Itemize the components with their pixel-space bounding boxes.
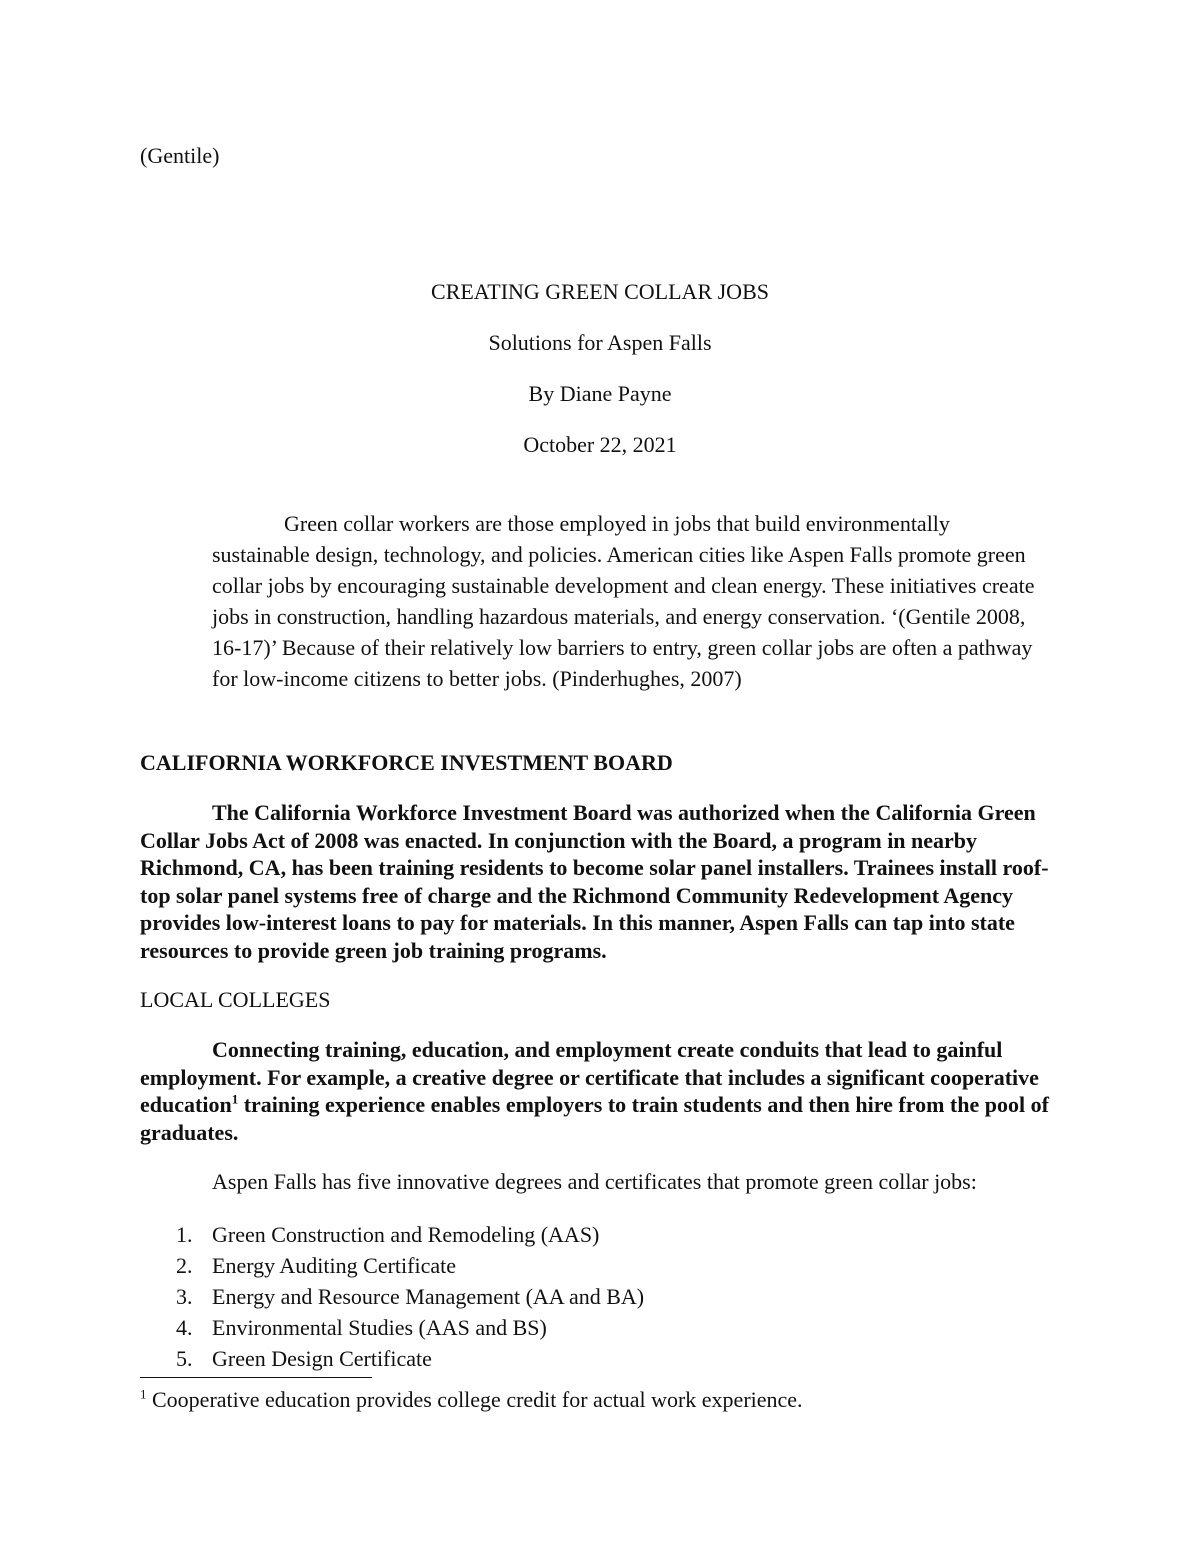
list-number: 5. — [176, 1346, 193, 1371]
section-paragraph-local-colleges — [140, 1036, 1065, 1146]
header-citation: (Gentile) — [140, 143, 220, 168]
list-item — [176, 1283, 644, 1314]
list-number: 1. — [176, 1222, 193, 1247]
section-heading-local-colleges: LOCAL COLLEGES — [140, 987, 331, 1012]
list-item — [176, 1252, 644, 1283]
document-subtitle: Solutions for Aspen Falls — [488, 330, 712, 355]
degree-list — [176, 1221, 644, 1376]
list-item — [176, 1221, 644, 1252]
degrees-intro: Aspen Falls has five innovative degrees and certificates that promote green collar jobs: — [212, 1169, 977, 1194]
document-date: October 22, 2021 — [523, 432, 677, 457]
footnote-text: Cooperative education provides college credit for actual work experience. — [146, 1387, 803, 1412]
list-item-text: Energy Auditing Certificate — [212, 1253, 456, 1278]
footnote — [140, 1387, 803, 1413]
list-number: 4. — [176, 1315, 193, 1340]
footnote-reference[interactable]: 1 — [231, 1091, 239, 1107]
list-item — [176, 1345, 644, 1376]
list-number: 2. — [176, 1253, 193, 1278]
document-author: By Diane Payne — [528, 381, 672, 406]
paragraph-text-before-ref: Connecting training, education, and employment create conduits that lead to gainful employment. For example, a creative degree or certificate that includes a significant cooperative education — [140, 1037, 1039, 1117]
list-number: 3. — [176, 1284, 193, 1309]
document-title: CREATING GREEN COLLAR JOBS — [431, 279, 769, 304]
list-item-text: Green Construction and Remodeling (AAS) — [212, 1222, 600, 1247]
list-item — [176, 1314, 644, 1345]
footnote-marker: 1 — [140, 1386, 147, 1402]
list-item-text: Energy and Resource Management (AA and BA) — [212, 1284, 645, 1309]
section-paragraph-cwib: The California Workforce Investment Board was authorized when the California Green Collar Jobs Act of 2008 was enacted. In conjunction with the Board, a program in nearby Richmond, CA, has been training residents to become solar panel installers. Trainees install roof-top solar panel systems free of charge and the Richmond Community Redevelopment Agency provides low-interest loans to pay for materials. In this manner, Aspen Falls can tap into state resources to provide green job training programs. — [140, 800, 1049, 963]
list-item-text: Environmental Studies (AAS and BS) — [212, 1315, 547, 1340]
list-item-text: Green Design Certificate — [212, 1346, 432, 1371]
paragraph-text-after-ref: training experience enables employers to train students and then hire from the pool of graduates. — [140, 1092, 1049, 1145]
section-heading-cwib: CALIFORNIA WORKFORCE INVESTMENT BOARD — [140, 750, 673, 775]
intro-paragraph: Green collar workers are those employed in jobs that build environmentally sustainable design, technology, and policies. American cities like Aspen Falls promote green collar jobs by encouraging sustainable development and clean energy. These initiatives create jobs in construction, handling hazardous materials, and energy conservation. ‘(Gentile 2008, 16-17)’ Because of their relatively low barriers to entry, green collar jobs are often a pathway for low-income citizens to better jobs. (Pinderhughes, 2007) — [212, 511, 1035, 691]
footnote-separator — [140, 1377, 372, 1378]
